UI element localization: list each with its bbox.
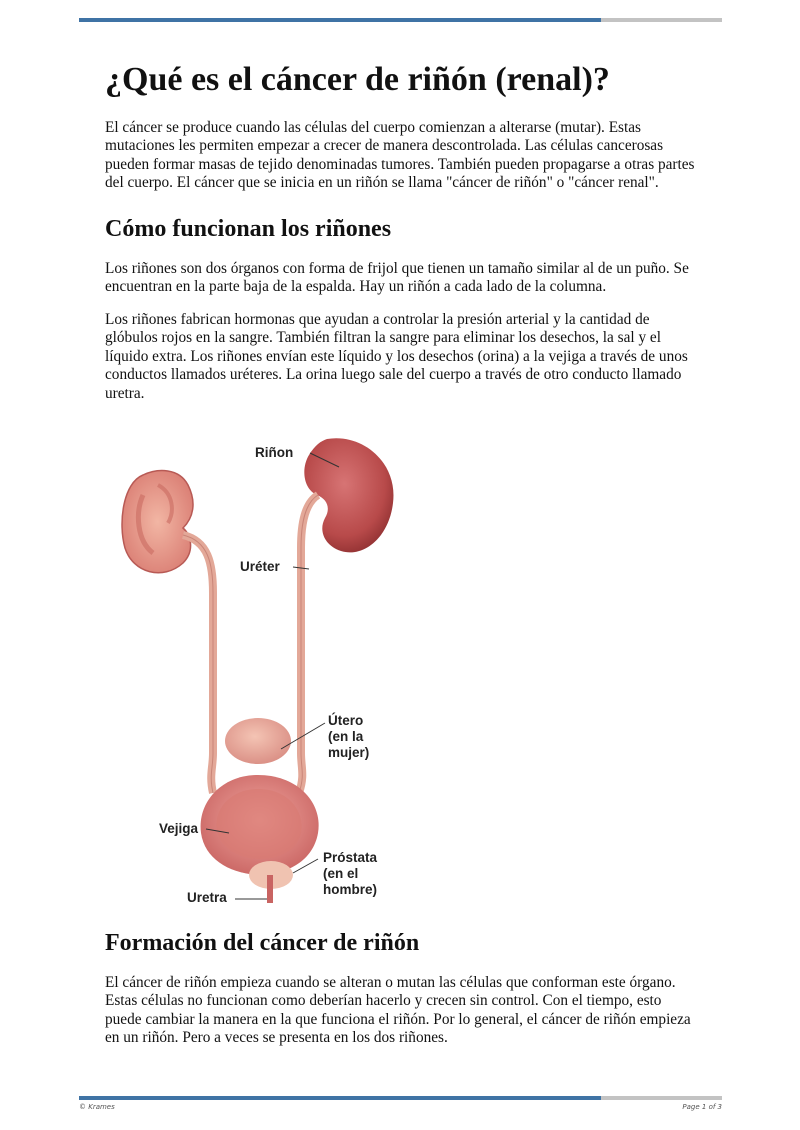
urinary-system-drawing <box>113 423 413 903</box>
kidneys-paragraph-1: Los riñones son dos órganos con forma de frijol que tienen un tamaño similar al de un puño. Se encuentran en la parte baja de la espalda. Hay un riñón a cada lado de la columna. <box>105 259 689 296</box>
page-title: ¿Qué es el cáncer de riñón (renal)? <box>105 61 610 98</box>
section-heading-kidneys: Cómo funcionan los riñones <box>105 215 392 242</box>
label-bladder: Vejiga <box>159 821 199 837</box>
top-accent-bar <box>79 18 722 22</box>
footer-copyright: © Krames <box>79 1103 115 1111</box>
label-kidney: Riñon <box>255 445 294 461</box>
label-uterus: Útero (en la mujer) <box>328 713 370 761</box>
bottom-accent-bar <box>79 1096 722 1100</box>
label-urethra: Uretra <box>187 890 227 906</box>
section-heading-cancer-formation: Formación del cáncer de riñón <box>105 930 420 957</box>
kidneys-paragraph-2: Los riñones fabrican hormonas que ayudan a controlar la presión arterial y la cantidad de glóbulos rojos en la sangre. También filtran la sangre para eliminar los desechos, la sal y el líquido extra. Los riñones envían este líquido y los desechos (orina) a la vejiga a través de unos conductos llamados uréteres. La orina luego sale del cuerpo a través de otro conducto llamado uretra. <box>105 310 688 402</box>
label-prostate: Próstata (en el hombre) <box>323 850 378 898</box>
label-ureter: Uréter <box>240 559 280 575</box>
document-content <box>105 40 697 1062</box>
top-accent-bar-gray <box>601 18 722 22</box>
bottom-accent-bar-gray <box>601 1096 722 1100</box>
bottom-accent-bar-blue <box>79 1096 601 1100</box>
urinary-system-illustration <box>113 423 413 906</box>
footer-page-number: Page 1 of 3 <box>682 1103 722 1111</box>
intro-paragraph: El cáncer se produce cuando las células del cuerpo comienzan a alterarse (mutar). Estas mutaciones les permiten empezar a crecer de manera descontrolada. Las células cancerosas pueden formar masas de tejido denominadas tumores. También pueden propagarse a otras partes del cuerpo. El cáncer que se inicia en un riñón se llama "cáncer de riñón" o "cáncer renal". <box>105 118 695 192</box>
cancer-formation-paragraph: El cáncer de riñón empieza cuando se alteran o mutan las células que conforman este órgano. Estas células no funcionan como deberían hacerlo y crecen sin control. Con el tiempo, esto puede cambiar la manera en la que funciona el riñón. Por lo general, el cáncer de riñón empieza en un riñón. Pero a veces se presenta en los dos riñones. <box>105 973 691 1047</box>
top-accent-bar-blue <box>79 18 601 22</box>
